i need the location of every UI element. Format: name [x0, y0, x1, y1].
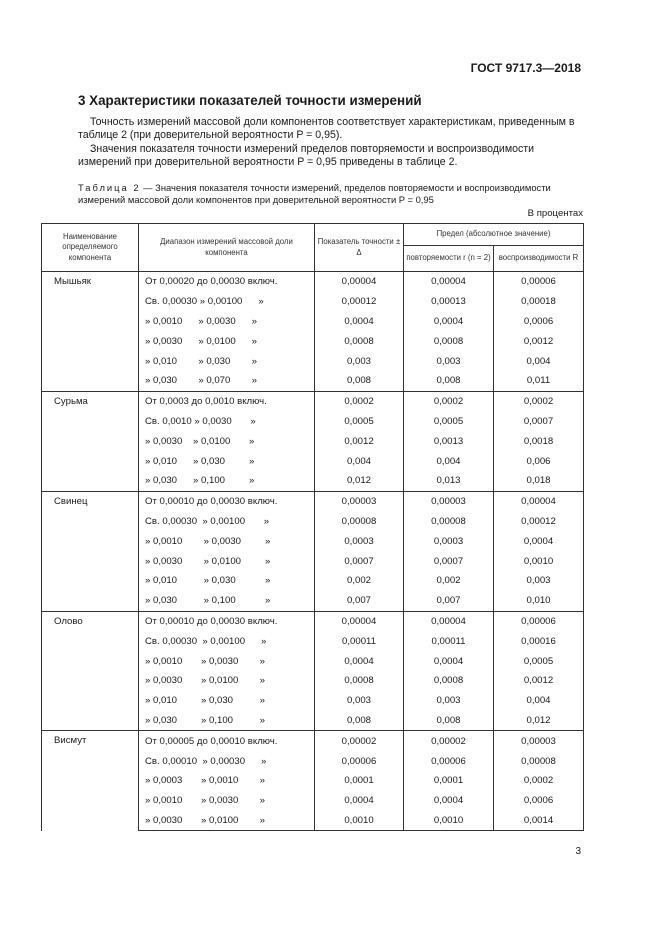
reproducibility-cell: 0,00012	[494, 512, 584, 532]
reproducibility-cell: 0,0012	[494, 331, 584, 351]
accuracy-cell: 0,0004	[315, 651, 404, 671]
reproducibility-cell: 0,0007	[494, 412, 584, 432]
reproducibility-cell: 0,004	[494, 351, 584, 371]
range-cell: » 0,010 » 0,030 »	[139, 351, 315, 371]
repeatability-cell: 0,0004	[404, 791, 494, 811]
repeatability-cell: 0,0008	[404, 671, 494, 691]
range-cell: От 0,00010 до 0,00030 включ.	[139, 611, 315, 631]
repeatability-cell: 0,0001	[404, 771, 494, 791]
table-units: В процентах	[527, 208, 583, 219]
accuracy-cell: 0,00002	[315, 731, 404, 751]
range-cell: Св. 0,0010 » 0,0030 »	[139, 412, 315, 432]
accuracy-cell: 0,0007	[315, 551, 404, 571]
table-caption-label: Таблица 2	[78, 182, 141, 193]
range-cell: » 0,0010 » 0,0030 »	[139, 791, 315, 811]
reproducibility-cell: 0,003	[494, 571, 584, 591]
reproducibility-cell: 0,00004	[494, 491, 584, 511]
table-body	[42, 272, 584, 831]
reproducibility-cell: 0,0004	[494, 531, 584, 551]
accuracy-cell: 0,008	[315, 711, 404, 731]
reproducibility-cell: 0,00018	[494, 292, 584, 312]
paragraph-limits: Значения показателя точности измерений пределов повторяемости и воспроизводимости измерений при доверительной вероятности P = 0,95 приведены в таблице 2.	[78, 143, 535, 168]
repeatability-cell: 0,0002	[404, 391, 494, 411]
table-row	[42, 611, 584, 631]
range-cell: » 0,030 » 0,070 »	[139, 371, 315, 391]
range-cell: » 0,010 » 0,030 »	[139, 571, 315, 591]
range-cell: Св. 0,00010 » 0,00030 »	[139, 751, 315, 771]
repeatability-cell: 0,00003	[404, 491, 494, 511]
repeatability-cell: 0,0004	[404, 651, 494, 671]
table-row	[42, 491, 584, 511]
repeatability-cell: 0,00011	[404, 631, 494, 651]
repeatability-cell: 0,003	[404, 691, 494, 711]
accuracy-cell: 0,003	[315, 691, 404, 711]
accuracy-cell: 0,00006	[315, 751, 404, 771]
reproducibility-cell: 0,004	[494, 691, 584, 711]
range-cell: От 0,00020 до 0,00030 включ.	[139, 272, 315, 292]
range-cell: » 0,030 » 0,100 »	[139, 471, 315, 491]
repeatability-cell: 0,00008	[404, 512, 494, 532]
header-range: Диапазон измерений массовой доли компонента	[139, 224, 315, 272]
accuracy-cell: 0,0004	[315, 791, 404, 811]
reproducibility-cell: 0,006	[494, 451, 584, 471]
component-name: Сурьма	[42, 391, 139, 491]
range-cell: » 0,0030 » 0,0100 »	[139, 551, 315, 571]
component-name: Мышьяк	[42, 272, 139, 392]
reproducibility-cell: 0,0002	[494, 391, 584, 411]
repeatability-cell: 0,00004	[404, 272, 494, 292]
range-cell: » 0,030 » 0,100 »	[139, 711, 315, 731]
table-row	[42, 272, 584, 292]
repeatability-cell: 0,002	[404, 571, 494, 591]
repeatability-cell: 0,00002	[404, 731, 494, 751]
reproducibility-cell: 0,0014	[494, 811, 584, 831]
accuracy-cell: 0,0002	[315, 391, 404, 411]
table-header	[42, 224, 584, 272]
accuracy-cell: 0,0008	[315, 671, 404, 691]
repeatability-cell: 0,0008	[404, 331, 494, 351]
accuracy-cell: 0,012	[315, 471, 404, 491]
repeatability-cell: 0,0004	[404, 312, 494, 332]
repeatability-cell: 0,007	[404, 591, 494, 611]
reproducibility-cell: 0,0010	[494, 551, 584, 571]
repeatability-cell: 0,003	[404, 351, 494, 371]
repeatability-cell: 0,0013	[404, 431, 494, 451]
range-cell: » 0,0003 » 0,0010 »	[139, 771, 315, 791]
repeatability-cell: 0,008	[404, 711, 494, 731]
accuracy-cell: 0,004	[315, 451, 404, 471]
range-cell: » 0,0030 » 0,0100 »	[139, 811, 315, 831]
standard-code: ГОСТ 9717.3—2018	[470, 61, 581, 75]
range-cell: » 0,0010 » 0,0030 »	[139, 312, 315, 332]
header-reproducibility: воспроизводимости R	[494, 246, 584, 272]
range-cell: От 0,00005 до 0,00010 включ.	[139, 731, 315, 751]
reproducibility-cell: 0,0018	[494, 431, 584, 451]
component-name: Висмут	[42, 731, 139, 831]
accuracy-cell: 0,00004	[315, 272, 404, 292]
reproducibility-cell: 0,011	[494, 371, 584, 391]
paragraph-accuracy: Точность измерений массовой доли компонентов соответствует характеристикам, приведенным в таблице 2 (при доверительной вероятности P = 0,95).	[78, 116, 575, 141]
table-row	[42, 731, 584, 751]
repeatability-cell: 0,0003	[404, 531, 494, 551]
accuracy-cell: 0,0012	[315, 431, 404, 451]
range-cell: Св. 0,00030 » 0,00100 »	[139, 631, 315, 651]
range-cell: » 0,0030 » 0,0100 »	[139, 331, 315, 351]
accuracy-cell: 0,0010	[315, 811, 404, 831]
table-caption-text: — Значения показателя точности измерений, пределов повторяемости и воспроизводимости измерений массовой доли компонентов при доверительной вероятности P = 0,95	[78, 182, 551, 205]
accuracy-cell: 0,002	[315, 571, 404, 591]
reproducibility-cell: 0,018	[494, 471, 584, 491]
reproducibility-cell: 0,0012	[494, 671, 584, 691]
range-cell: » 0,0030 » 0,0100 »	[139, 431, 315, 451]
range-cell: » 0,010 » 0,030 »	[139, 451, 315, 471]
accuracy-cell: 0,00011	[315, 631, 404, 651]
reproducibility-cell: 0,00006	[494, 272, 584, 292]
accuracy-cell: 0,0003	[315, 531, 404, 551]
reproducibility-cell: 0,0006	[494, 791, 584, 811]
reproducibility-cell: 0,00016	[494, 631, 584, 651]
reproducibility-cell: 0,00006	[494, 611, 584, 631]
header-limit: Предел (абсолютное значение)	[404, 224, 584, 246]
reproducibility-cell: 0,0006	[494, 312, 584, 332]
range-cell: От 0,0003 до 0,0010 включ.	[139, 391, 315, 411]
accuracy-cell: 0,00012	[315, 292, 404, 312]
reproducibility-cell: 0,012	[494, 711, 584, 731]
range-cell: » 0,0010 » 0,0030 »	[139, 531, 315, 551]
accuracy-cell: 0,008	[315, 371, 404, 391]
repeatability-cell: 0,00006	[404, 751, 494, 771]
range-cell: От 0,00010 до 0,00030 включ.	[139, 491, 315, 511]
repeatability-cell: 0,00013	[404, 292, 494, 312]
reproducibility-cell: 0,00008	[494, 751, 584, 771]
accuracy-cell: 0,007	[315, 591, 404, 611]
component-name: Свинец	[42, 491, 139, 611]
range-cell: » 0,030 » 0,100 »	[139, 591, 315, 611]
repeatability-cell: 0,0007	[404, 551, 494, 571]
table-caption	[78, 182, 584, 206]
accuracy-cell: 0,0008	[315, 331, 404, 351]
precision-table	[41, 223, 584, 831]
range-cell: » 0,0030 » 0,0100 »	[139, 671, 315, 691]
range-cell: Св. 0,00030 » 0,00100 »	[139, 512, 315, 532]
reproducibility-cell: 0,00003	[494, 731, 584, 751]
accuracy-cell: 0,00004	[315, 611, 404, 631]
repeatability-cell: 0,008	[404, 371, 494, 391]
accuracy-cell: 0,00003	[315, 491, 404, 511]
accuracy-cell: 0,003	[315, 351, 404, 371]
accuracy-cell: 0,0004	[315, 312, 404, 332]
repeatability-cell: 0,00004	[404, 611, 494, 631]
range-cell: » 0,010 » 0,030 »	[139, 691, 315, 711]
range-cell: Св. 0,00030 » 0,00100 »	[139, 292, 315, 312]
accuracy-cell: 0,00008	[315, 512, 404, 532]
section-title: 3 Характеристики показателей точности измерений	[78, 93, 422, 108]
accuracy-cell: 0,0001	[315, 771, 404, 791]
reproducibility-cell: 0,0005	[494, 651, 584, 671]
header-component: Наименование определяемого компонента	[42, 224, 139, 272]
reproducibility-cell: 0,010	[494, 591, 584, 611]
repeatability-cell: 0,0010	[404, 811, 494, 831]
repeatability-cell: 0,0005	[404, 412, 494, 432]
accuracy-cell: 0,0005	[315, 412, 404, 432]
header-repeatability: повторяемости r (n = 2)	[404, 246, 494, 272]
range-cell: » 0,0010 » 0,0030 »	[139, 651, 315, 671]
repeatability-cell: 0,004	[404, 451, 494, 471]
component-name: Олово	[42, 611, 139, 731]
header-accuracy: Показатель точности ± Δ	[315, 224, 404, 272]
table-row	[42, 391, 584, 411]
page-number: 3	[575, 846, 581, 857]
repeatability-cell: 0,013	[404, 471, 494, 491]
reproducibility-cell: 0,0002	[494, 771, 584, 791]
